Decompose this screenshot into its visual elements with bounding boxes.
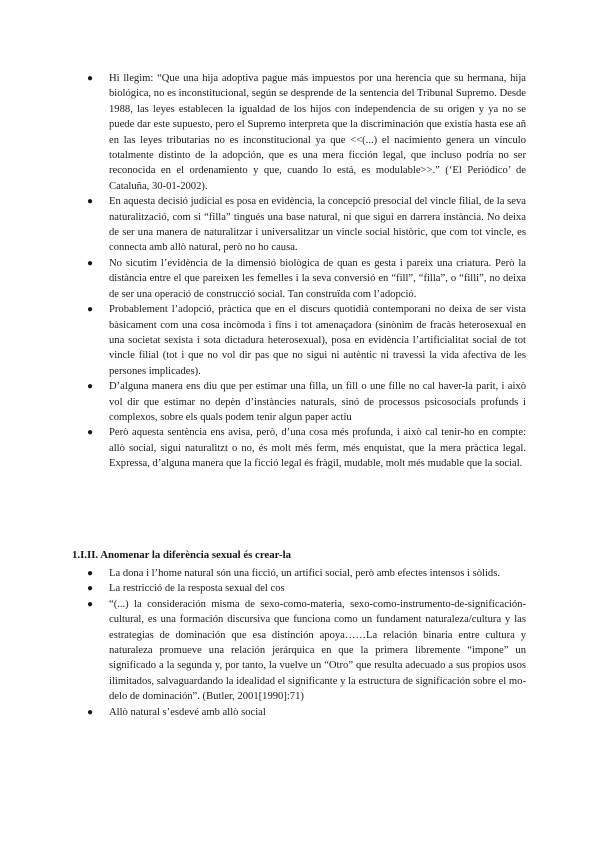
bullet-icon: ●	[87, 381, 94, 393]
list-item	[0, 705, 600, 720]
list-item	[0, 256, 600, 302]
bullet-icon: ●	[87, 196, 94, 208]
list-item-text: No sicutim l’evidència de la dimensió biològica de quan es gesta i pareix una criatura. Però la distància entre el que pareixen les femelles i la seva conversió en “fill”, “filla”, o “filli”, no deixa de ser una operació de construcció social. Tan construïda com l’adopció.	[109, 257, 526, 300]
list-item-text: La dona i l’home natural són una ficció, un artifici social, però amb efectes intensos i sòlids.	[109, 568, 500, 579]
bullet-icon: ●	[87, 706, 94, 718]
bullet-icon: ●	[87, 73, 94, 84]
list-item	[0, 379, 600, 425]
bullet-icon: ●	[87, 257, 94, 269]
bullet-list-section-1	[0, 71, 600, 472]
bullet-icon: ●	[87, 583, 94, 595]
list-item	[0, 597, 600, 705]
list-item-text: “(...) la consideración misma de sexo-como-materia, sexo-como-instrumento-de-significación-cultural, es una formación discursiva que funciona como un fundament naturaleza/cultura y las estrategias de dominación que esa distinción apoya……La relación binaria entre cultura y naturaleza promueve una relación jerárquica en que la primera libremente “impone” un significado a la segunda y, por tanto, la vuelve un “Otro” que resulta adecuado a sus propios usos ilimitados, salvaguardando la idealidad el significante y la estructura de significación sobre el mo-delo de dominación”. (Butler, 2001[1990]:71)	[109, 598, 526, 703]
list-item-text: Però aquesta sentència ens avisa, però, d’una cosa més profunda, i això cal tenir-ho en compte: allò social, sigui naturalitzt o no, és molt més ferm, més enquistat, que la mera pràctica legal. Expressa, d’alguna manera que la ficció legal és fràgil, mudable, molt més mudable que la social.	[109, 427, 526, 470]
list-item	[0, 566, 600, 581]
list-item-text: D’alguna manera ens diu que per estimar una filla, un fill o une fille no cal haver-la parit, i això vol dir que estimar no depèn d’instàncies naturals, sinó de processos psicosocials profunds i complexos, sobre els quals podem tenir algun paper actiu	[109, 381, 526, 423]
bullet-icon: ●	[87, 427, 94, 439]
list-item	[0, 581, 600, 596]
bullet-icon: ●	[87, 304, 94, 316]
list-item-text: Probablement l’adopció, pràctica que en el discurs quotidià contemporani no deixa de ser vista bàsicament com una cosa incòmoda i fins i tot amenaçadora (sinònim de fracàs heterosexual en una societat sexista i sota dictadura heterosexual), posa en evidència l’artificialitat social de tot vincle filial (tot i que no vol dir pas que no sigui ni autèntic ni travessi la vida afectiva de les persones implicades).	[109, 304, 526, 377]
bullet-list-section-2	[0, 566, 600, 720]
list-item	[0, 194, 600, 256]
bullet-icon: ●	[87, 568, 94, 579]
list-item	[0, 302, 600, 379]
list-item-text: Hi llegim: “Que una hija adoptiva pague más impuestos por una herencia que su hermana, hija biológica, no es inconstitucional, según se desprende de la sentencia del Tribunal Supremo. Desde 1988, las leyes establecen la igualdad de los hijos con independencia de su origen y ya no se puede dar este supuesto, pero el Supremo interpreta que la discriminación que existía hasta ese añ en las leyes tributarias no es inconstitucional ya que <<(...) el nacimiento genera un vínculo totalmente distinto de la adopción, que es una mera ficción legal, que incluso podría no ser reconocida en el ordenamiento y que, cuando lo está, es modulable>>.” (‘El Periódico’ de Cataluña, 30-01-2002).	[109, 73, 526, 192]
list-item-text: Allò natural s’esdevé amb allò social	[109, 706, 266, 718]
bullet-icon: ●	[87, 598, 94, 610]
section-heading: 1.I.II. Anomenar la diferència sexual és crear-la	[72, 549, 292, 561]
list-item	[0, 425, 600, 471]
list-item-text: En aquesta decisió judicial es posa en evidència, la concepció presocial del vincle filial, de la seva naturalització, com si “filla” tingués una base natural, ni que sigui en darrera instància. No deixa de ser una manera de naturalitzar i universalitzar un vincle social històric, que com tot vincle, es connecta amb allò natural, però no ho causa.	[109, 196, 526, 254]
list-item-text: La restricció de la resposta sexual del cos	[109, 583, 285, 595]
list-item	[0, 71, 600, 194]
